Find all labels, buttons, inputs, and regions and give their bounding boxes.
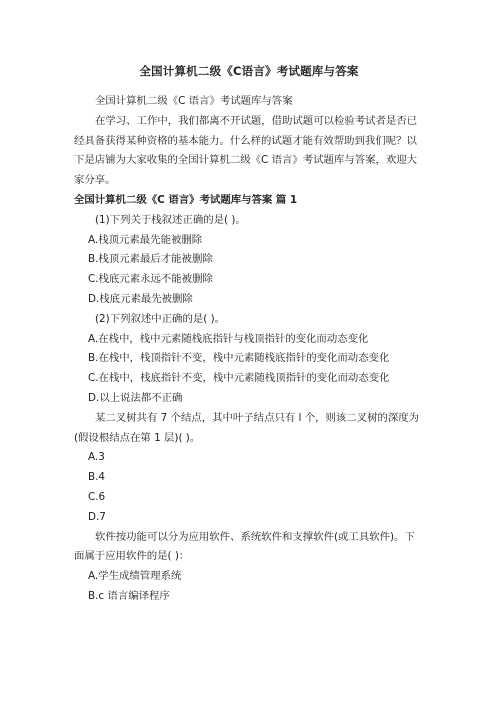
question-2-option-c: C.在栈中，栈底指针不变，栈中元素随栈顶指针的变化而动态变化 [88,372,390,385]
question-1-option-c: C.栈底元素永远不能被删除 [88,273,213,286]
document-body [74,92,424,607]
question-3-stem: 某二叉树共有 7 个结点，其中叶子结点只有 l 个，则该二叉树的深度为(假设根结点在第 1 层)( )。 [74,411,420,444]
question-2-option-a: A.在栈中，栈中元素随栈底指针与栈顶指针的变化而动态变化 [88,332,369,345]
question-2-stem: (2)下列叙述中正确的是( )。 [95,312,226,325]
intro-paragraph: 在学习、工作中，我们都离不开试题，借助试题可以检验考试者是否已经具备获得某种资格的基本能力。什么样的试题才能有效帮助到我们呢？以下是店铺为大家收集的全国计算机二级《C 语言》考试题库与答案，欢迎大家分享。 [74,114,418,187]
question-4-option-b: B.c 语言编译程序 [88,589,170,602]
question-3-option-c: C.6 [88,490,106,503]
question-1-stem: (1)下列关于栈叙述正确的是( )。 [95,213,246,226]
question-4-option-a: A.学生成绩管理系统 [88,570,182,583]
section-heading: 全国计算机二级《C 语言》考试题库与答案 篇 1 [74,193,298,206]
question-1-option-a: A.栈顶元素最先能被删除 [88,233,203,246]
question-3-option-a: A.3 [88,451,105,464]
question-4-stem: 软件按功能可以分为应用软件、系统软件和支撑软件(或工具软件)。下面属于应用软件的是( )： [74,530,415,563]
question-2-option-d: D.以上说法都不正确 [88,391,183,404]
question-1-option-b: B.栈顶元素最后才能被删除 [88,253,213,266]
question-2-option-b: B.在栈中，栈顶指针不变，栈中元素随栈底指针的变化而动态变化 [88,352,390,365]
document-title: 全国计算机二级《C语言》考试题库与答案 [139,64,359,78]
intro-title: 全国计算机二级《C 语言》考试题库与答案 [95,95,293,107]
question-3-option-b: B.4 [88,471,106,484]
question-1-option-d: D.栈底元素最先被删除 [88,292,193,305]
question-3-option-d: D.7 [88,510,106,523]
